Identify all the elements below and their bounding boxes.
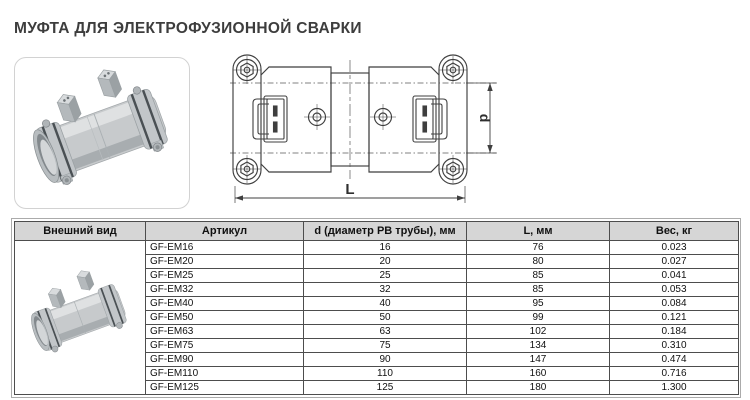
cell-article: GF-EM50 (146, 311, 304, 325)
cell-length: 180 (467, 381, 610, 395)
cell-length: 85 (467, 283, 610, 297)
cell-diameter: 110 (304, 367, 467, 381)
cell-article: GF-EM125 (146, 381, 304, 395)
col-header-length: L, мм (467, 222, 610, 241)
cell-weight: 0.474 (610, 353, 739, 367)
cell-diameter: 63 (304, 325, 467, 339)
col-header-article: Артикул (146, 222, 304, 241)
cell-article: GF-EM20 (146, 255, 304, 269)
col-header-weight: Вес, кг (610, 222, 739, 241)
product-thumbnail-cell (15, 241, 146, 395)
product-photo-box (14, 57, 190, 209)
cell-diameter: 125 (304, 381, 467, 395)
cell-weight: 1.300 (610, 381, 739, 395)
cell-article: GF-EM16 (146, 241, 304, 255)
cell-diameter: 40 (304, 297, 467, 311)
cell-weight: 0.053 (610, 283, 739, 297)
cell-article: GF-EM32 (146, 283, 304, 297)
cell-article: GF-EM110 (146, 367, 304, 381)
cell-length: 160 (467, 367, 610, 381)
cell-weight: 0.084 (610, 297, 739, 311)
cell-article: GF-EM63 (146, 325, 304, 339)
cell-length: 80 (467, 255, 610, 269)
cell-weight: 0.027 (610, 255, 739, 269)
cell-diameter: 90 (304, 353, 467, 367)
product-thumbnail (24, 266, 136, 365)
spec-table (14, 221, 739, 395)
cell-article: GF-EM25 (146, 269, 304, 283)
col-header-diameter: d (диаметр PB трубы), мм (304, 222, 467, 241)
dim-l-label: L (345, 181, 355, 198)
dimension-drawing (200, 47, 500, 215)
cell-weight: 0.023 (610, 241, 739, 255)
cell-article: GF-EM40 (146, 297, 304, 311)
cell-diameter: 75 (304, 339, 467, 353)
cell-weight: 0.121 (610, 311, 739, 325)
table-row (15, 241, 739, 255)
cell-length: 147 (467, 353, 610, 367)
cell-length: 134 (467, 339, 610, 353)
spec-table-frame (11, 218, 741, 398)
cell-diameter: 20 (304, 255, 467, 269)
cell-diameter: 32 (304, 283, 467, 297)
cell-weight: 0.184 (610, 325, 739, 339)
dim-d-label: d (477, 113, 493, 123)
header-row (15, 222, 739, 241)
cell-diameter: 50 (304, 311, 467, 325)
technical-drawing (200, 47, 500, 215)
cell-length: 95 (467, 297, 610, 311)
cell-diameter: 16 (304, 241, 467, 255)
product-photo (23, 63, 181, 203)
cell-weight: 0.310 (610, 339, 739, 353)
cell-length: 102 (467, 325, 610, 339)
cell-article: GF-EM90 (146, 353, 304, 367)
cell-diameter: 25 (304, 269, 467, 283)
cell-article: GF-EM75 (146, 339, 304, 353)
page-title: МУФТА ДЛЯ ЭЛЕКТРОФУЗИОННОЙ СВАРКИ (14, 20, 362, 37)
cell-length: 99 (467, 311, 610, 325)
cell-weight: 0.041 (610, 269, 739, 283)
cell-weight: 0.716 (610, 367, 739, 381)
col-header-appearance: Внешний вид (15, 222, 146, 241)
cell-length: 76 (467, 241, 610, 255)
cell-length: 85 (467, 269, 610, 283)
